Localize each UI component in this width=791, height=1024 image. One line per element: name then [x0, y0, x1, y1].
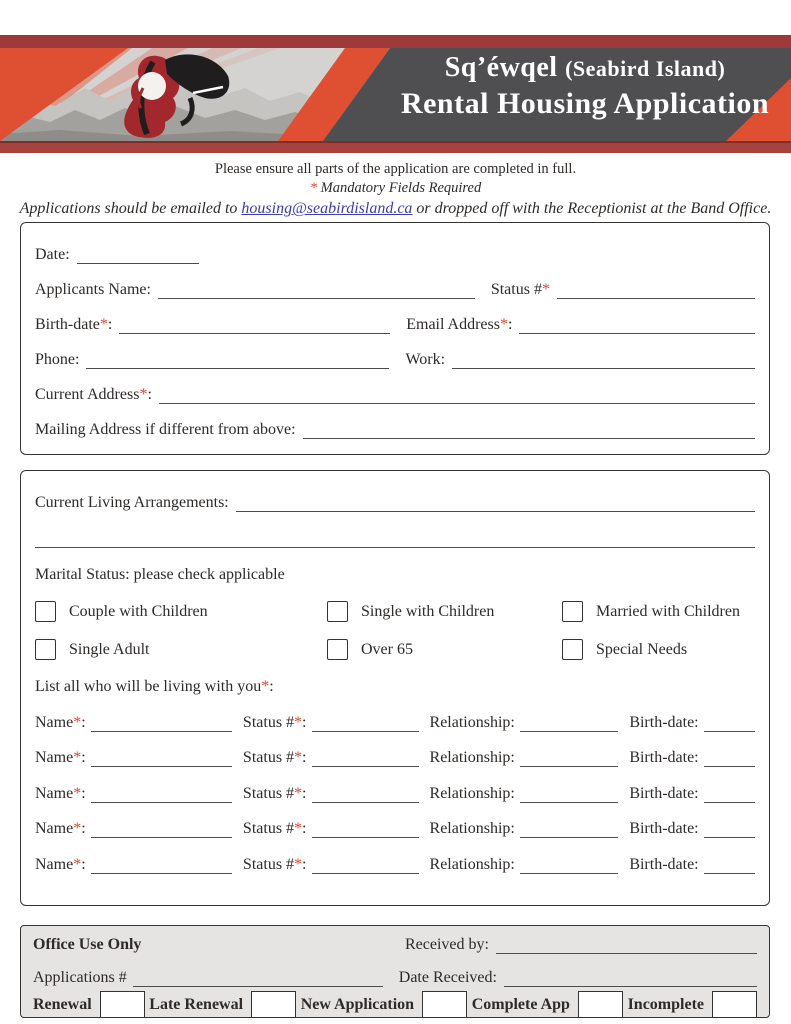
- required-asterisk: *: [73, 749, 82, 766]
- required-asterisk: *: [294, 713, 303, 731]
- name-status-row: [35, 279, 755, 299]
- member-birthdate-label: Birth-date:: [629, 820, 699, 837]
- office-use-section: [20, 925, 770, 1018]
- household-list-heading: List all who will be living with you*:: [35, 678, 274, 695]
- required-asterisk: *: [99, 316, 108, 333]
- new-application-check-group: [301, 991, 467, 1018]
- intro-line-3: [0, 198, 791, 219]
- received-by-line[interactable]: [496, 934, 757, 954]
- date-line[interactable]: [77, 244, 199, 264]
- member-status-line[interactable]: [312, 747, 419, 767]
- required-asterisk: *: [261, 678, 270, 695]
- bottom-accent-stripe: [0, 141, 791, 153]
- checkbox-single-with-children[interactable]: [327, 601, 348, 622]
- member-name-line[interactable]: [91, 854, 232, 874]
- member-name-line[interactable]: [91, 783, 232, 803]
- applicants-name-line[interactable]: [158, 279, 475, 299]
- new-application-label: New Application: [300, 995, 415, 1013]
- status-number-line[interactable]: [557, 279, 755, 299]
- required-asterisk: *: [73, 855, 82, 873]
- member-birthdate-label: Birth-date:: [629, 784, 699, 802]
- office-row-2: [33, 967, 757, 987]
- phone-label: Phone:: [35, 351, 80, 368]
- member-birthdate-line[interactable]: [704, 818, 755, 838]
- complete-app-checkbox[interactable]: [578, 991, 623, 1018]
- living-arrangements-row: [35, 492, 755, 512]
- marital-option-label: Married with Children: [596, 602, 740, 620]
- header-banner: [0, 48, 791, 141]
- current-address-line[interactable]: [159, 384, 755, 404]
- member-status-line[interactable]: [312, 854, 419, 874]
- marital-option: [562, 639, 755, 660]
- form-title: Rental Housing Application: [400, 87, 770, 121]
- office-row-1: [33, 934, 757, 954]
- marital-option: [327, 601, 562, 622]
- marital-option-label: Over 65: [361, 640, 413, 658]
- phone-work-row: [35, 349, 755, 369]
- received-by-label: Received by:: [405, 936, 489, 953]
- member-relationship-line[interactable]: [520, 783, 618, 803]
- current-address-row: [35, 384, 755, 404]
- household-member-row: [35, 818, 755, 838]
- applications-number-line[interactable]: [133, 967, 383, 987]
- marital-option: [35, 601, 327, 622]
- applicants-name-label: Applicants Name:: [35, 281, 151, 298]
- living-arrangements-label: Current Living Arrangements:: [35, 494, 229, 511]
- mandatory-note-text: Mandatory Fields Required: [320, 180, 482, 197]
- member-status-label: Status #*:: [242, 855, 307, 873]
- member-relationship-label: Relationship:: [429, 855, 515, 873]
- marital-option-label: Single Adult: [69, 640, 150, 658]
- intro-line-1: Please ensure all parts of the application are completed in full.: [214, 161, 577, 177]
- phone-line[interactable]: [86, 349, 389, 369]
- marital-option: [327, 639, 562, 660]
- org-name: Sq’éwqel: [444, 52, 558, 83]
- renewal-label: Renewal: [33, 995, 92, 1013]
- marital-option: [562, 601, 755, 622]
- member-birthdate-line[interactable]: [704, 747, 755, 767]
- date-received-label: Date Received:: [398, 969, 497, 986]
- marital-option-label: Couple with Children: [69, 602, 208, 620]
- marital-option-label: Single with Children: [361, 602, 495, 620]
- banner-title: [385, 52, 785, 122]
- household-member-row: [35, 854, 755, 874]
- member-status-line[interactable]: [312, 818, 419, 838]
- email-prefix-text: Applications should be emailed to: [19, 200, 242, 218]
- member-status-label: Status #*:: [242, 784, 307, 802]
- member-status-line[interactable]: [312, 712, 419, 732]
- household-member-row: [35, 783, 755, 803]
- incomplete-check-group: [628, 991, 757, 1018]
- member-birthdate-line[interactable]: [704, 854, 755, 874]
- living-arrangements-line[interactable]: [236, 492, 755, 512]
- office-row-3: [33, 991, 757, 1018]
- member-status-label: Status #*:: [242, 749, 307, 766]
- required-asterisk: *: [309, 180, 318, 197]
- member-birthdate-label: Birth-date:: [629, 713, 699, 731]
- member-name-label: Name*:: [35, 713, 86, 731]
- marital-option-label: Special Needs: [596, 640, 688, 658]
- member-relationship-label: Relationship:: [429, 713, 515, 731]
- required-asterisk: *: [73, 713, 82, 731]
- marital-options-row-1: [35, 601, 755, 622]
- incomplete-label: Incomplete: [627, 995, 704, 1013]
- checkbox-single-adult[interactable]: [35, 639, 56, 660]
- member-birthdate-label: Birth-date:: [629, 855, 699, 873]
- email-link[interactable]: housing@seabirdisland.ca: [241, 200, 413, 218]
- incomplete-checkbox[interactable]: [712, 991, 757, 1018]
- member-relationship-line[interactable]: [520, 854, 618, 874]
- member-relationship-label: Relationship:: [429, 784, 515, 802]
- member-birthdate-line[interactable]: [704, 712, 755, 732]
- date-label: Date:: [35, 246, 70, 263]
- intro-block: [0, 160, 791, 219]
- checkbox-special-needs[interactable]: [562, 639, 583, 660]
- mailing-address-line[interactable]: [303, 419, 755, 439]
- required-asterisk: *: [73, 820, 82, 837]
- member-name-label: Name*:: [35, 855, 86, 873]
- mandatory-note: [0, 179, 791, 198]
- required-asterisk: *: [139, 386, 148, 403]
- required-asterisk: *: [294, 820, 303, 837]
- member-status-line[interactable]: [312, 783, 419, 803]
- work-label: Work:: [405, 351, 446, 368]
- checkbox-married-with-children[interactable]: [562, 601, 583, 622]
- member-status-label: Status #*:: [242, 820, 307, 837]
- household-member-row: [35, 747, 755, 767]
- org-name-english: (Seabird Island): [565, 56, 726, 81]
- member-status-label: Status #*:: [242, 713, 307, 731]
- date-row: [35, 244, 755, 264]
- renewal-check-group: [33, 991, 145, 1018]
- household-member-row: [35, 712, 755, 732]
- status-number-label: Status #*: [490, 281, 550, 298]
- member-relationship-line[interactable]: [520, 712, 618, 732]
- member-relationship-label: Relationship:: [429, 820, 515, 837]
- member-relationship-line[interactable]: [520, 818, 618, 838]
- applications-number-label: Applications #: [33, 969, 127, 986]
- late-renewal-label: Late Renewal: [149, 995, 244, 1013]
- member-relationship-line[interactable]: [520, 747, 618, 767]
- member-name-line[interactable]: [91, 747, 232, 767]
- living-arrangements-section: [20, 470, 770, 906]
- renewal-checkbox[interactable]: [100, 991, 145, 1018]
- birthdate-line[interactable]: [119, 314, 390, 334]
- mailing-address-row: [35, 419, 755, 439]
- birthdate-email-row: [35, 314, 755, 334]
- new-application-checkbox[interactable]: [422, 991, 467, 1018]
- member-birthdate-label: Birth-date:: [629, 749, 699, 766]
- member-name-line[interactable]: [91, 712, 232, 732]
- work-line[interactable]: [452, 349, 755, 369]
- birthdate-label: Birth-date*:: [35, 316, 113, 333]
- complete-app-label: Complete App: [471, 995, 570, 1013]
- member-name-label: Name*:: [35, 749, 86, 766]
- date-received-line[interactable]: [504, 967, 757, 987]
- applicant-info-section: [20, 222, 770, 455]
- complete-app-check-group: [472, 991, 623, 1018]
- marital-option: [35, 639, 327, 660]
- late-renewal-check-group: [149, 991, 296, 1018]
- required-asterisk: *: [499, 316, 508, 333]
- member-name-line[interactable]: [91, 818, 232, 838]
- member-birthdate-line[interactable]: [704, 783, 755, 803]
- required-asterisk: *: [294, 855, 303, 873]
- required-asterisk: *: [73, 784, 82, 802]
- member-name-label: Name*:: [35, 784, 86, 802]
- required-asterisk: *: [541, 281, 550, 298]
- checkbox-couple-with-children[interactable]: [35, 601, 56, 622]
- late-renewal-checkbox[interactable]: [251, 991, 296, 1018]
- top-accent-stripe: [0, 35, 791, 48]
- mailing-address-label: Mailing Address if different from above:: [35, 421, 296, 438]
- email-address-label: Email Address*:: [406, 316, 513, 333]
- email-address-line[interactable]: [519, 314, 755, 334]
- marital-status-heading: Marital Status: please check applicable: [35, 566, 285, 583]
- office-use-only-heading: Office Use Only: [33, 936, 142, 953]
- required-asterisk: *: [294, 784, 303, 802]
- email-suffix-text: or dropped off with the Receptionist at the Band Office.: [412, 200, 772, 218]
- current-address-label: Current Address*:: [35, 386, 152, 403]
- marital-options-row-2: [35, 639, 755, 660]
- living-arrangements-line-2[interactable]: [35, 524, 755, 548]
- checkbox-over-65[interactable]: [327, 639, 348, 660]
- required-asterisk: *: [294, 749, 303, 766]
- member-relationship-label: Relationship:: [429, 749, 515, 766]
- member-name-label: Name*:: [35, 820, 86, 837]
